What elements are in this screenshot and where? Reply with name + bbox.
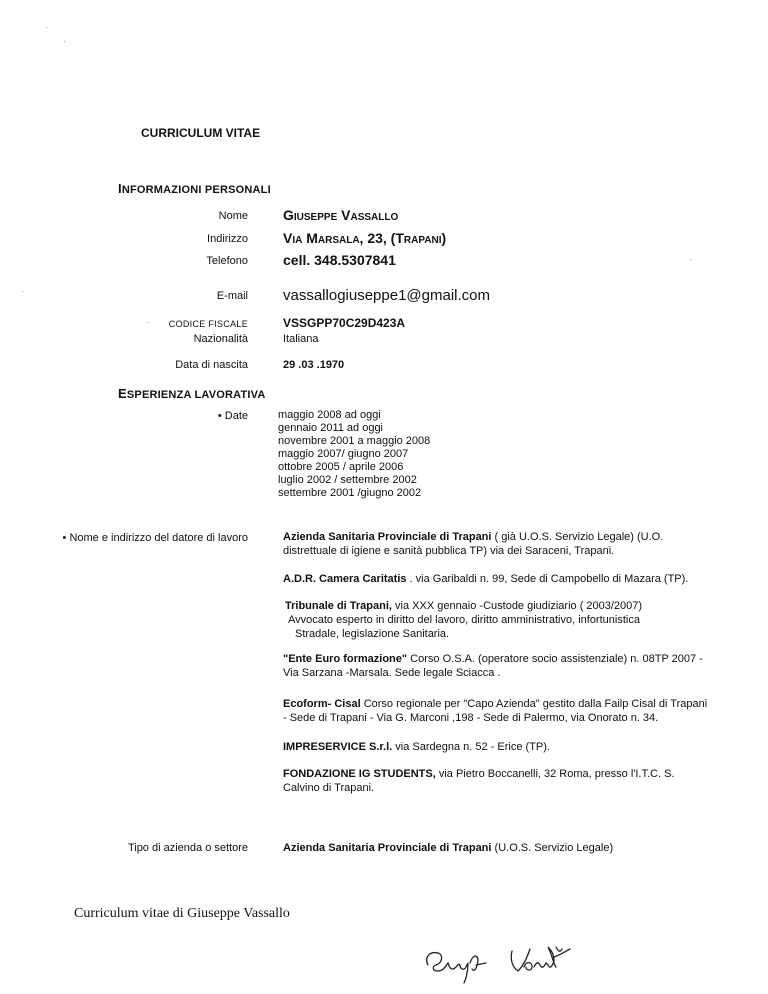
employer-desc: Corso regionale per "Capo Azienda" gestito dalla Failp Cisal di Trapani - Sede di Trapani - Via G. Marconi ,198 - Sede di Palermo, via Onorato n. 34. [283,698,708,724]
employer-extra: Avvocato esperto in diritto del lavoro, diritto amministrativo, infortunistica [288,614,640,626]
employer-name: Azienda Sanitaria Provinciale di Trapani [283,531,492,543]
value-indirizzo: Via Marsala, 23, (Trapani) [283,230,447,246]
label-tipo-azienda: Tipo di azienda o settore [127,842,248,854]
employer-name: FONDAZIONE IG STUDENTS, [283,768,436,780]
document-title: CURRICULUM VITAE [141,126,261,140]
employer-name: A.D.R. Camera Caritatis [283,573,407,585]
value-nome: Giuseppe Vassallo [283,207,399,223]
employer-tribunale [285,599,715,641]
employer-name: Tribunale di Trapani, [285,600,392,612]
tipo-name: Azienda Sanitaria Provinciale di Trapani [283,842,492,854]
employer-desc: . via Garibaldi n. 99, Sede di Campobello di Mazara (TP). [406,573,689,585]
employer-ig-students [283,767,713,795]
value-data-nascita: 29 .03 .1970 [283,359,345,371]
date-item: gennaio 2011 ad oggi [278,422,384,434]
employer-desc: ( già U.O.S. Servizio Legale) (U.O. distrettuale di igiene e sanità pubblica TP) via dei Saraceni, Trapani. [283,531,664,557]
employer-name: IMPRESERVICE S.r.l. [283,741,393,753]
label-email: E-mail [216,290,248,302]
date-item: ottobre 2005 / aprile 2006 [278,461,404,473]
employer-name: "Ente Euro formazione" [283,653,408,665]
value-email: vassallogiuseppe1@gmail.com [283,287,490,304]
footer: Curriculum vitae di Giuseppe Vassallo [74,906,290,921]
label-codice-fiscale: CODICE FISCALE [168,319,248,329]
label-indirizzo: Indirizzo [207,233,248,245]
employer-name: Ecoform- Cisal [283,698,361,710]
label-nazionalita: Nazionalità [193,333,248,345]
date-item: luglio 2002 / settembre 2002 [278,474,417,486]
value-nazionalita: Italiana [283,333,319,345]
value-tipo-azienda [283,841,713,855]
employer-desc: Corso O.S.A. (operatore socio assistenziale) n. 08TP 2007 - Via Sarzana -Marsala. Sede legale Sciacca . [283,653,703,679]
label-data-nascita: Data di nascita [175,359,248,371]
date-item: novembre 2001 a maggio 2008 [278,435,431,447]
value-codice-fiscale: VSSGPP70C29D423A [283,316,406,330]
tipo-desc: (U.O.S. Servizio Legale) [491,842,614,854]
employer-ecoform [283,697,713,725]
label-telefono: Telefono [206,255,248,267]
employer-adr [283,572,713,586]
employer-extra: Stradale, legislazione Sanitaria. [295,628,450,640]
employer-asp [283,530,713,558]
employer-euro-formazione [283,652,713,680]
employer-desc: via Pietro Boccanelli, 32 Roma, presso l'I.T.C. S. Calvino di Trapani. [283,768,675,794]
employer-impreservice [283,740,713,754]
employer-desc: via XXX gennaio -Custode giudiziario ( 2003/2007) [391,600,643,612]
section-personal-info: INFORMAZIONI PERSONALI [118,181,271,196]
value-telefono: cell. 348.5307841 [283,252,396,268]
date-item: maggio 2008 ad oggi [278,409,381,421]
date-item: maggio 2007/ giugno 2007 [278,448,409,460]
date-item: settembre 2001 /giugno 2002 [278,487,422,499]
handwritten-signature [420,943,590,988]
dates-list [278,409,430,500]
label-date: • Date [217,410,248,422]
label-employer: • Nome e indirizzo del datore di lavoro [62,532,248,544]
employer-desc: via Sardegna n. 52 - Erice (TP). [392,741,550,753]
section-experience: ESPERIENZA LAVORATIVA [118,386,266,401]
label-nome: Nome [218,210,248,222]
